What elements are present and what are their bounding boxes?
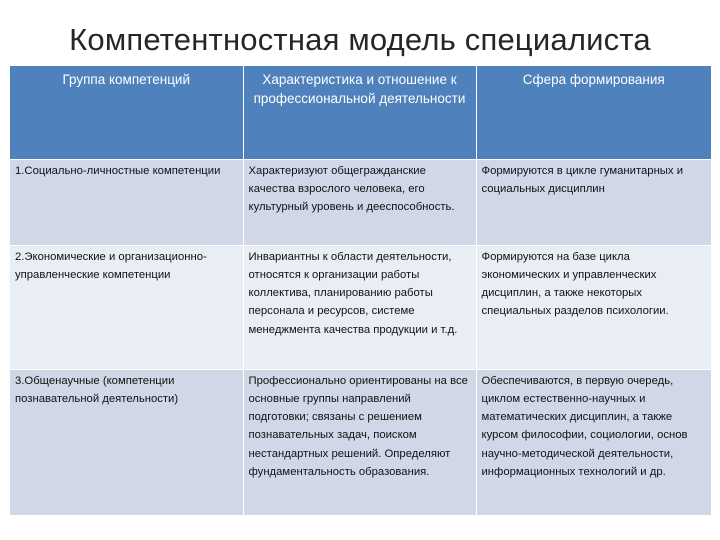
competence-table bbox=[10, 66, 711, 515]
cell-group: 2.Экономические и организационно-управленческие компетенции bbox=[10, 245, 243, 369]
slide-title: Компетентностная модель специалиста bbox=[69, 22, 651, 57]
cell-group: 3.Общенаучные (компетенции познавательной деятельности) bbox=[10, 369, 243, 515]
cell-characteristic: Характеризуют общегражданские качества взрослого человека, его культурный уровень и дееспособность. bbox=[243, 159, 476, 245]
header-characteristic: Характеристика и отношение к профессиональной деятельности bbox=[243, 66, 476, 159]
table-row bbox=[10, 369, 711, 515]
table-row bbox=[10, 245, 711, 369]
cell-group: 1.Социально-личностные компетенции bbox=[10, 159, 243, 245]
cell-characteristic: Инвариантны к области деятельности, относятся к организации работы коллектива, планированию работы персонала и ресурсов, системе менеджмента качества продукции и т.д. bbox=[243, 245, 476, 369]
table-header-row bbox=[10, 66, 711, 159]
cell-characteristic: Профессионально ориентированы на все основные группы направлений подготовки; связаны с решением познавательных задач, поиском нестандартных решений. Определяют фундаментальность образования. bbox=[243, 369, 476, 515]
cell-formation: Формируются на базе цикла экономических и управленческих дисциплин, а также некоторых специальных разделов психологии. bbox=[476, 245, 711, 369]
header-formation-sphere: Сфера формирования bbox=[476, 66, 711, 159]
header-competence-group: Группа компетенций bbox=[10, 66, 243, 159]
cell-formation: Формируются в цикле гуманитарных и социальных дисциплин bbox=[476, 159, 711, 245]
cell-formation: Обеспечиваются, в первую очередь, циклом естественно-научных и математических дисциплин, а также курсом философии, социологии, основ научно-методической деятельности, информационных технологий и др. bbox=[476, 369, 711, 515]
table-row bbox=[10, 159, 711, 245]
